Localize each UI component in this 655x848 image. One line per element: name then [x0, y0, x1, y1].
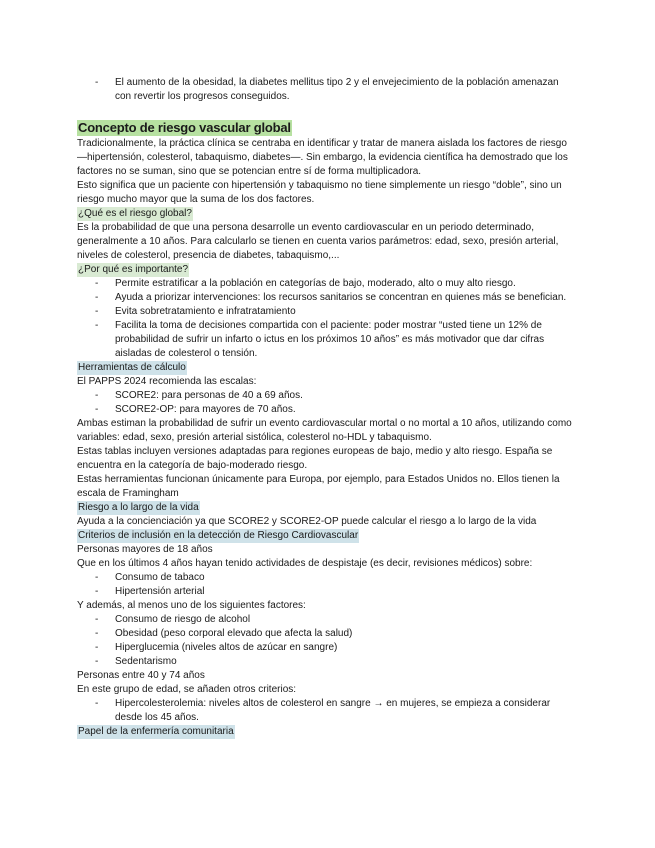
paragraph-40-74: Personas entre 40 y 74 años — [77, 670, 205, 681]
list-item: - Sedentarismo — [77, 655, 577, 669]
paragraph-lifetime: Ayuda a la concienciación ya que SCORE2 y SCORE2-OP puede calcular el riesgo a lo largo de la vida — [77, 516, 537, 527]
subheading-tools: Herramientas de cálculo — [78, 362, 186, 373]
subheading-global-risk: ¿Qué es el riesgo global? — [78, 208, 192, 219]
list-item: - Facilita la toma de decisiones compartida con el paciente: poder mostrar “usted tiene un 12% de probabilidad de sufrir un infarto o ictus en los próximos 10 años” es más motivador que dar cifras aisladas de colesterol o tensión. — [77, 319, 577, 361]
list-item: - Consumo de tabaco — [77, 571, 577, 585]
paragraph-last4: Que en los últimos 4 años hayan tenido actividades de despistaje (es decir, revisiones médicos) sobre: — [77, 558, 533, 569]
list-item: - Permite estratificar a la población en categorías de bajo, moderado, alto o muy alto riesgo. — [77, 277, 577, 291]
score-list — [77, 389, 577, 417]
paragraph-traditional: Tradicionalmente, la práctica clínica se centraba en identificar y tratar de manera aislada los factores de riesgo —hipertensión, colesterol, tabaquismo, diabetes—. Sin embargo, la evidencia científica ha demostrado que los factores no se suman, sino que se potencian entre sí de forma multiplicadora. — [77, 138, 568, 177]
paragraph-group: En este grupo de edad, se añaden otros criterios: — [77, 684, 297, 695]
subheading-lifetime: Riesgo a lo largo de la vida — [78, 502, 199, 513]
paragraph-ambas: Ambas estiman la probabilidad de sufrir un evento cardiovascular mortal o no mortal a 10 años, utilizando como variables: edad, sexo, presión arterial sistólica, colesterol no-HDL y tabaquismo. — [77, 418, 572, 443]
subheading-criteria: Criterios de inclusión en la detección de Riesgo Cardiovascular — [78, 530, 359, 541]
list-item: - SCORE2-OP: para mayores de 70 años. — [77, 403, 577, 417]
subheading-importance: ¿Por qué es importante? — [78, 264, 189, 275]
screening-list — [77, 571, 577, 599]
intro-list — [77, 76, 577, 104]
paragraph-ademas: Y además, al menos uno de los siguientes factores: — [77, 600, 306, 611]
paragraph-global-risk: Es la probabilidad de que una persona desarrolle un evento cardiovascular en un periodo determinado, generalmente a 10 años. Para calcularlo se tienen en cuenta varios parámetros: edad, sexo, presión arterial, niveles de colesterol, presencia de diabetes, tabaquismo,... — [77, 222, 559, 261]
subheading-nursing: Papel de la enfermería comunitaria — [78, 726, 234, 737]
list-item: - Evita sobretratamiento e infratratamiento — [77, 305, 577, 319]
factor-list — [77, 613, 577, 669]
list-item: - SCORE2: para personas de 40 a 69 años. — [77, 389, 577, 403]
list-item: - Hipercolesterolemia: niveles altos de colesterol en sangre → en mujeres, se empieza a considerar desde los 45 años. — [77, 697, 577, 725]
document-page — [77, 76, 577, 739]
importance-list — [77, 277, 577, 361]
list-item: - El aumento de la obesidad, la diabetes mellitus tipo 2 y el envejecimiento de la población amenazan con revertir los progresos conseguidos. — [77, 76, 577, 104]
list-item: - Obesidad (peso corporal elevado que afecta la salud) — [77, 627, 577, 641]
section-title: Concepto de riesgo vascular global — [78, 120, 291, 135]
paragraph-papps: El PAPPS 2024 recomienda las escalas: — [77, 376, 257, 387]
age-list — [77, 697, 577, 725]
paragraph-meaning: Esto significa que un paciente con hipertensión y tabaquismo no tiene simplemente un riesgo “doble”, sino un riesgo mucho mayor que la suma de los dos factores. — [77, 180, 562, 205]
list-item: - Hiperglucemia (niveles altos de azúcar en sangre) — [77, 641, 577, 655]
list-item: - Ayuda a priorizar intervenciones: los recursos sanitarios se concentran en quienes más se benefician. — [77, 291, 577, 305]
list-item: - Hipertensión arterial — [77, 585, 577, 599]
paragraph-europe: Estas herramientas funcionan únicamente para Europa, por ejemplo, para Estados Unidos no. Ellos tienen la escala de Framingham — [77, 474, 560, 499]
paragraph-tables: Estas tablas incluyen versiones adaptadas para regiones europeas de bajo, medio y alto riesgo. España se encuentra en la categoría de bajo-moderado riesgo. — [77, 446, 553, 471]
list-item: - Consumo de riesgo de alcohol — [77, 613, 577, 627]
paragraph-over18: Personas mayores de 18 años — [77, 544, 213, 555]
